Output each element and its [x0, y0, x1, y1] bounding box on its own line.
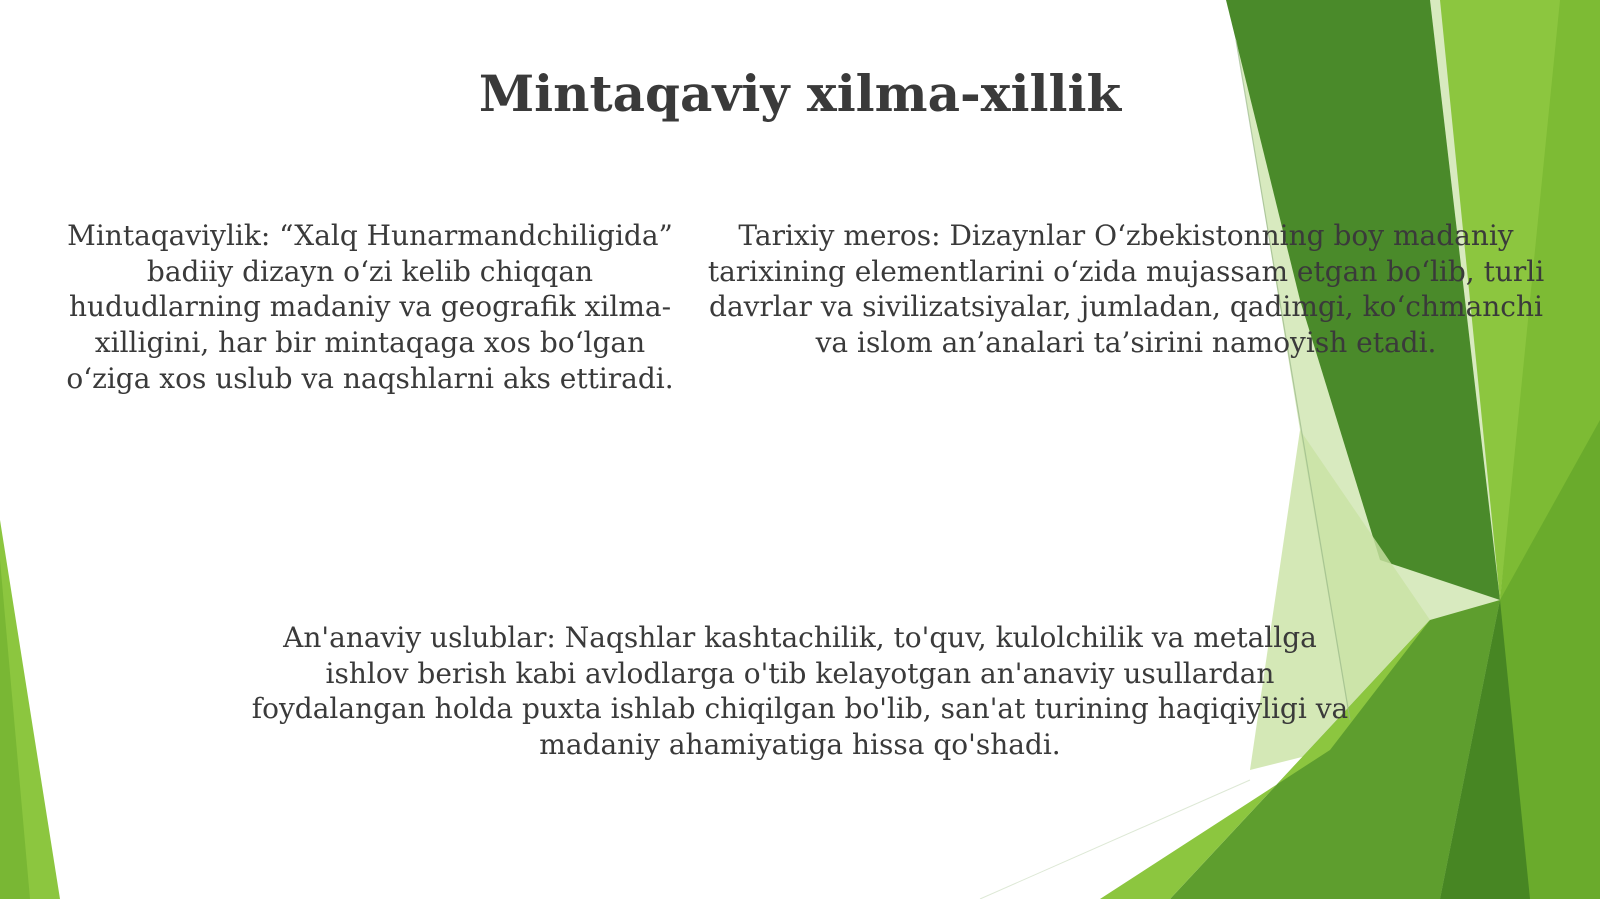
paragraph-regionality: Mintaqaviylik: “Xalq Hunarmandchiligida” badiiy dizayn o‘zi kelib chiqqan hududlarning madaniy va geografik xilma-xilligini, har bir mintaqaga xos bo‘lgan o‘ziga xos uslub va naqshlarni aks ettiradi.	[66, 219, 674, 395]
slide-title: Mintaqaviy xilma-xillik	[478, 64, 1122, 123]
paragraph-traditional-styles: An'anaviy uslublar: Naqshlar kashtachilik, to'quv, kulolchilik va metallga ishlov berish kabi avlodlarga o'tib kelayotgan an'anaviy usullardan foydalangan holda puxta ishlab chiqilgan bo'lib, san'at turining haqiqiyligi va madaniy ahamiyatiga hissa qo'shadi.	[251, 621, 1349, 762]
paragraph-historical-heritage: Tarixiy meros: Dizaynlar O‘zbekistonning boy madaniy tarixining elementlarini o‘zida mujassam etgan bo‘lib, turli davrlar va sivilizatsiyalar, jumladan, qadimgi, ko‘chmanchi va islom an’analari ta’sirini namoyish etadi.	[707, 219, 1545, 360]
